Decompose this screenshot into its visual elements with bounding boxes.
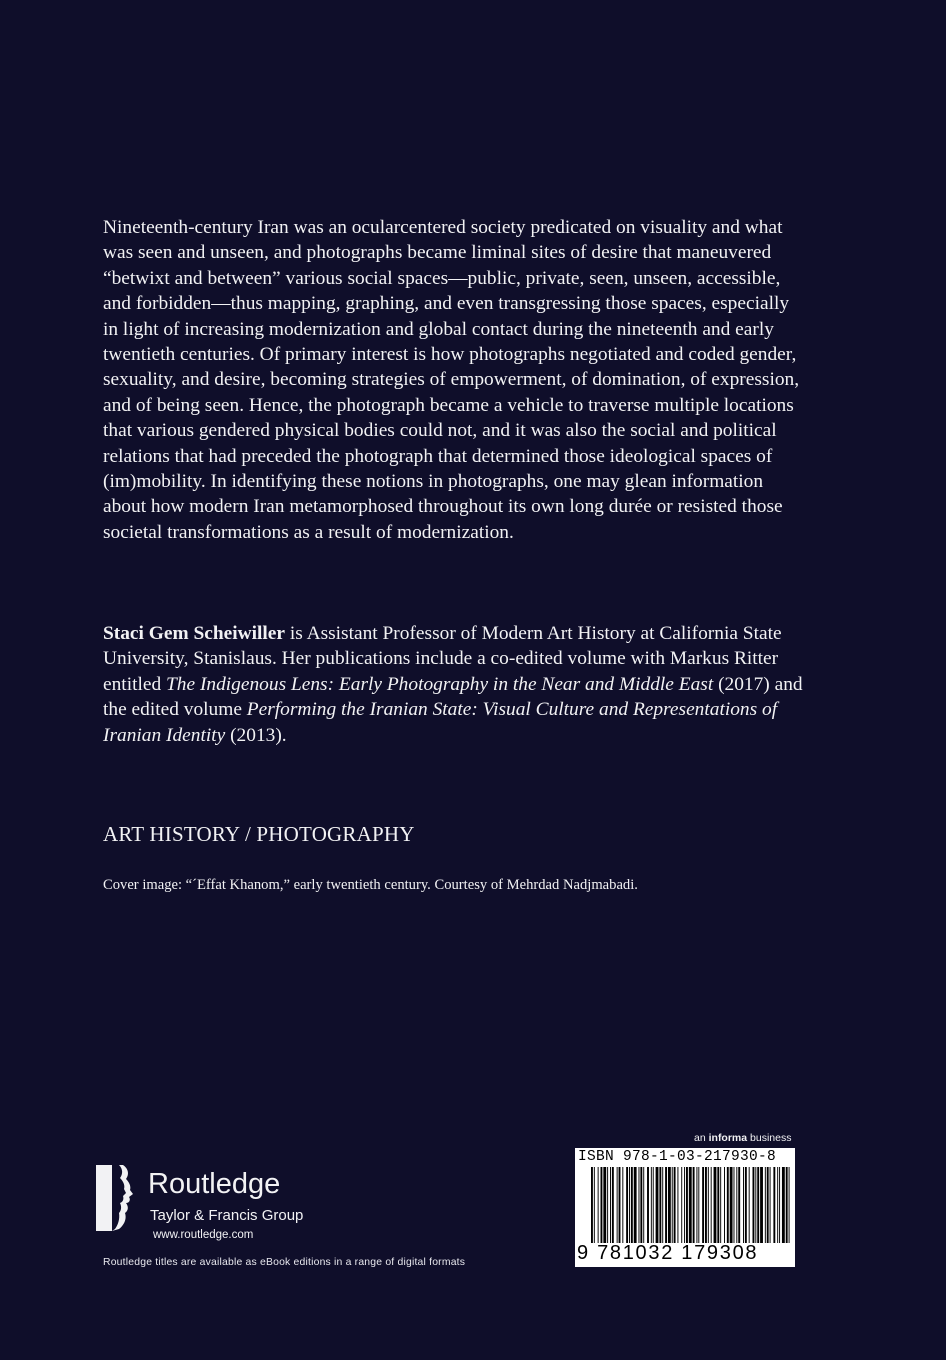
barcode-bar [708, 1167, 709, 1243]
barcode-bar [619, 1167, 621, 1243]
barcode-bar [591, 1167, 593, 1243]
barcode-bar [626, 1167, 628, 1243]
barcode-bar [594, 1167, 595, 1243]
barcode-bar [698, 1167, 699, 1243]
barcode-bar [757, 1167, 759, 1243]
barcode-bar [634, 1167, 637, 1243]
barcode-bar [612, 1167, 614, 1243]
barcode-bar [777, 1167, 778, 1243]
barcode-bar [765, 1167, 766, 1243]
barcode-bar [738, 1167, 740, 1243]
barcode-bar [724, 1167, 725, 1243]
barcode-bar [662, 1167, 663, 1243]
ebook-note: Routledge titles are available as eBook editions in a range of digital formats [103, 1257, 466, 1268]
barcode-bar [730, 1167, 733, 1243]
author-bio [103, 621, 803, 748]
barcode-bar [603, 1167, 606, 1243]
isbn-barcode [575, 1148, 795, 1267]
barcode-bar [631, 1167, 633, 1243]
blurb-paragraph: Nineteenth-century Iran was an ocularcentered society predicated on visuality and what was seen and unseen, and photographs became liminal sites of desire that maneuvered “betwixt and between” various social spaces—public, private, seen, unseen, accessible, and forbidden—thus mapping, graphing, and even transgressing those spaces, especially in light of increasing modernization and global contact during the nineteenth and early twentieth centuries. Of primary interest is how photographs negotiated and coded gender, sexuality, and desire, becoming strategies of empowerment, of domination, of expression, and of being seen. Hence, the photograph became a vehicle to traverse multiple locations that various gendered physical bodies could not, and it was also the social and political relations that had preceded the photograph that determined those ideological spaces of (im)mobility. In identifying these notions in photographs, one may glean information about how modern Iran metamorphosed throughout its own long durée or resisted those societal transformations as a result of modernization. [103, 217, 800, 543]
barcode-bar [743, 1167, 744, 1243]
barcode-bar [629, 1167, 630, 1243]
bio-text-2: (2017) and the edited volume [103, 673, 803, 721]
barcode-bar [643, 1167, 644, 1243]
barcode-bar [639, 1167, 640, 1243]
barcode-bar [734, 1167, 735, 1243]
barcode-bar [760, 1167, 763, 1243]
bio-text-3: (2013). [225, 724, 287, 746]
bio-text-1: is Assistant Professor of Modern Art History at California State University, Stanislaus. Her publications include a co-edited volume with Markus Ritter entitled [103, 623, 782, 695]
barcode-bar [668, 1167, 671, 1243]
informa-business-tag [694, 1132, 794, 1144]
routledge-logo [95, 1163, 375, 1243]
barcode-bar [681, 1167, 682, 1243]
barcode-bar [689, 1167, 692, 1243]
informa-suffix: business [747, 1132, 792, 1144]
informa-prefix: an [694, 1132, 709, 1144]
barcode-bar [753, 1167, 755, 1243]
book-title-1: The Indigenous Lens: Early Photography in the Near and Middle East [166, 673, 714, 695]
barcode-bar [601, 1167, 603, 1243]
barcode-bar [672, 1167, 673, 1243]
barcode-bar [789, 1167, 790, 1243]
barcode-bar [651, 1167, 652, 1243]
barcode-bar [773, 1167, 775, 1243]
barcode-bar [755, 1167, 756, 1243]
barcode-bar [749, 1167, 750, 1243]
barcode-bar [656, 1167, 659, 1243]
barcode-bar [786, 1167, 788, 1243]
barcode-bar [717, 1167, 719, 1243]
barcode-bar [782, 1167, 785, 1243]
barcode-bar [767, 1167, 769, 1243]
barcode-bar [659, 1167, 661, 1243]
barcode-bar [745, 1167, 747, 1243]
barcode-bars [575, 1167, 795, 1245]
book-title-2: Performing the Iranian State: Visual Culture and Representations of Iranian Identity [103, 699, 778, 746]
barcode-bar [622, 1167, 623, 1243]
barcode-bar [711, 1167, 712, 1243]
barcode-bar [610, 1167, 611, 1243]
barcode-bar [653, 1167, 654, 1243]
publisher-group: Taylor & Francis Group [150, 1207, 304, 1224]
subject-category: ART HISTORY / PHOTOGRAPHY [103, 822, 415, 846]
publisher-url: www.routledge.com [153, 1229, 254, 1241]
barcode-bar [684, 1167, 685, 1243]
barcode-bar [702, 1167, 704, 1243]
barcode-bar [640, 1167, 642, 1243]
ean-digits: 9 781032 179308 [577, 1242, 759, 1264]
barcode-bar [705, 1167, 707, 1243]
barcode-bar [607, 1167, 608, 1243]
informa-bold: informa [708, 1132, 748, 1144]
barcode-bar [779, 1167, 780, 1243]
routledge-vertical-wordmark: ROUTLEDGE [97, 1169, 107, 1229]
barcode-bar [714, 1167, 717, 1243]
author-name: Staci Gem Scheiwiller [103, 623, 286, 644]
barcode-bar [693, 1167, 695, 1243]
barcode-bar [677, 1167, 678, 1243]
barcode-bar [727, 1167, 729, 1243]
barcode-bar [770, 1167, 771, 1243]
barcode-bar [598, 1167, 599, 1243]
publisher-name: Routledge [148, 1168, 281, 1200]
barcode-bar [686, 1167, 688, 1243]
barcode-bar [617, 1167, 618, 1243]
barcode-bar [696, 1167, 697, 1243]
isbn-label: ISBN 978-1-03-217930-8 [578, 1149, 777, 1165]
barcode-bar [647, 1167, 649, 1243]
cover-image-credit: Cover image: “´Effat Khanom,” early twentieth century. Courtesy of Mehrdad Nadjmabadi. [103, 877, 638, 893]
barcode-bar [736, 1167, 737, 1243]
barcode-bar [665, 1167, 667, 1243]
barcode-bar [720, 1167, 721, 1243]
barcode-bar [674, 1167, 676, 1243]
